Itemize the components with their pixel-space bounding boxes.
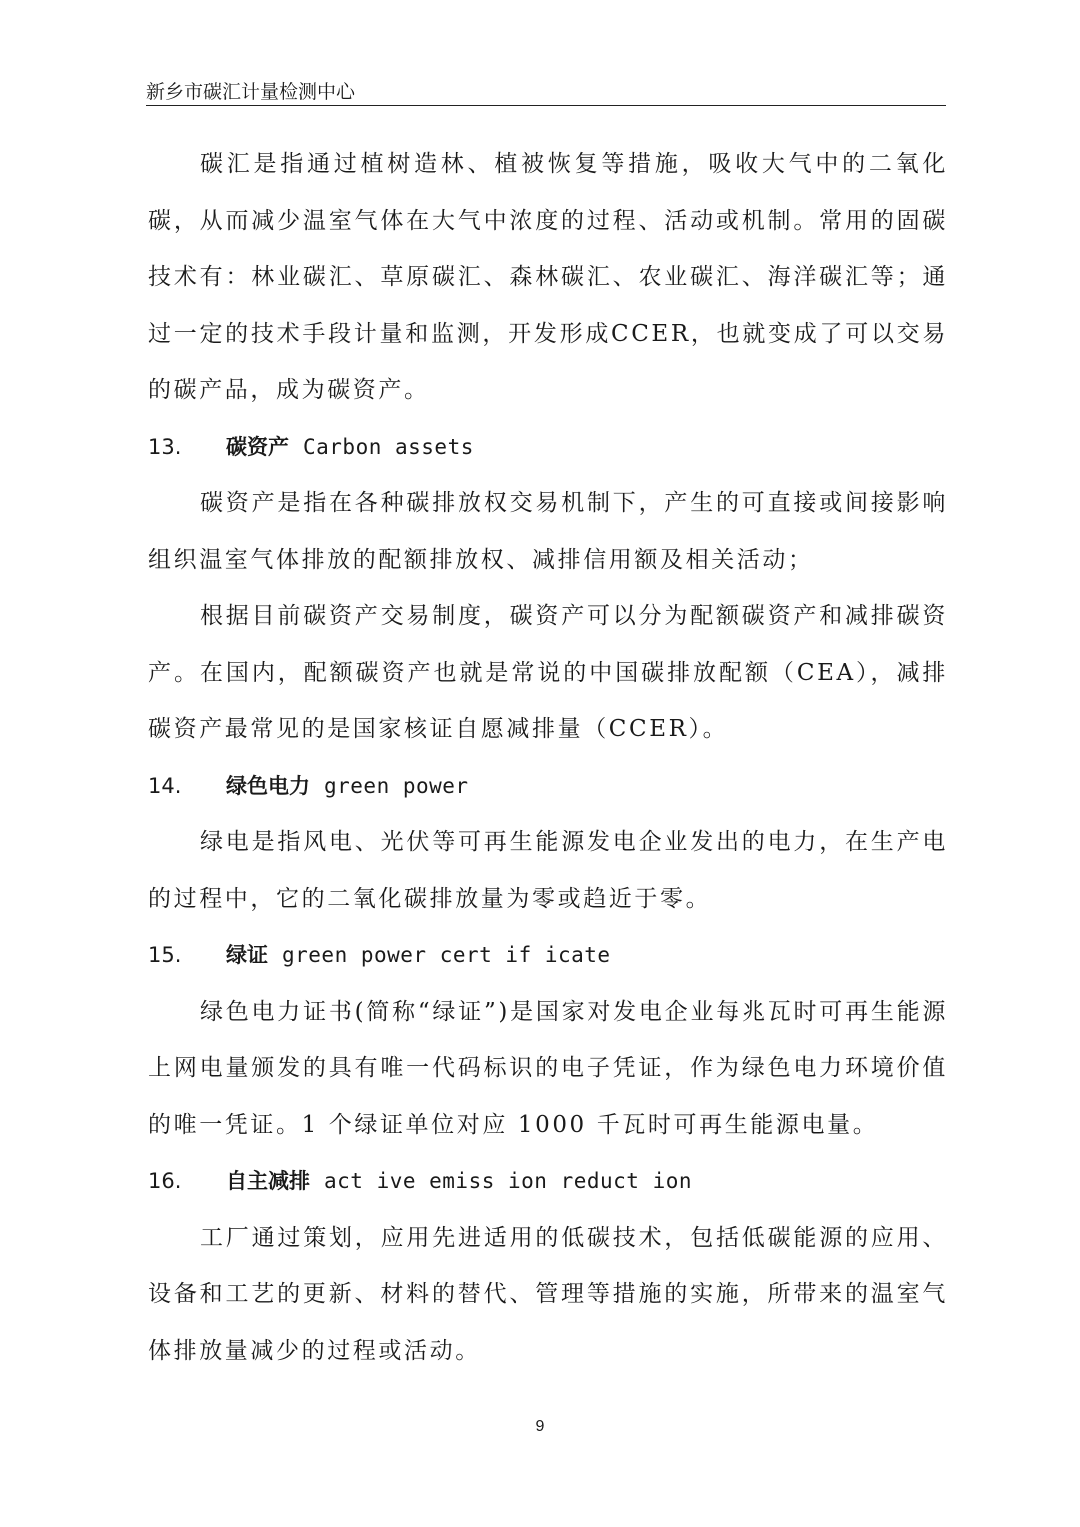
header-divider [146, 105, 946, 106]
document-body [148, 136, 948, 1379]
heading-title-en: act ive emiss ion reduct ion [324, 1169, 693, 1193]
page-number: 9 [535, 1418, 545, 1435]
paragraph-carbon-assets-definition: 碳资产是指在各种碳排放权交易机制下，产生的可直接或间接影响组织温室气体排放的配额排放权、减排信用额及相关活动； [148, 490, 948, 573]
heading-number: 14. [148, 773, 182, 798]
heading-number: 13. [148, 434, 182, 459]
heading-15 [148, 927, 948, 984]
heading-title-en: green power [324, 773, 469, 798]
heading-13 [148, 419, 948, 476]
heading-title-zh: 绿证 [226, 943, 268, 967]
heading-number: 16. [148, 1169, 182, 1193]
heading-title-zh: 自主减排 [226, 1169, 310, 1193]
heading-16 [148, 1153, 948, 1210]
paragraph-carbon-sink: 碳汇是指通过植树造林、植被恢复等措施，吸收大气中的二氧化碳，从而减少温室气体在大气中浓度的过程、活动或机制。常用的固碳技术有：林业碳汇、草原碳汇、森林碳汇、农业碳汇、海洋碳汇等；通过一定的技术手段计量和监测，开发形成CCER，也就变成了可以交易的碳产品，成为碳资产。 [148, 151, 948, 403]
paragraph-carbon-assets-types: 根据目前碳资产交易制度，碳资产可以分为配额碳资产和减排碳资产。在国内，配额碳资产也就是常说的中国碳排放配额（CEA），减排碳资产最常见的是国家核证自愿减排量（CCER）。 [148, 603, 948, 742]
heading-title-zh: 绿色电力 [226, 773, 310, 798]
heading-title-zh: 碳资产 [226, 434, 289, 459]
heading-title-en: Carbon assets [303, 434, 474, 459]
heading-14 [148, 758, 948, 815]
page-header: 新乡市碳汇计量检测中心 [146, 81, 356, 103]
paragraph-green-certificate: 绿色电力证书(简称“绿证”)是国家对发电企业每兆瓦时可再生能源上网电量颁发的具有唯一代码标识的电子凭证，作为绿色电力环境价值的唯一凭证。1 个绿证单位对应 1000 千瓦时可再生能源电量。 [148, 998, 948, 1138]
paragraph-green-power: 绿电是指风电、光伏等可再生能源发电企业发出的电力，在生产电的过程中，它的二氧化碳排放量为零或趋近于零。 [148, 829, 948, 912]
heading-number: 15. [148, 943, 182, 967]
paragraph-active-emission-reduction: 工厂通过策划，应用先进适用的低碳技术，包括低碳能源的应用、设备和工艺的更新、材料的替代、管理等措施的实施，所带来的温室气体排放量减少的过程或活动。 [148, 1224, 948, 1364]
heading-title-en: green power cert if icate [282, 943, 611, 967]
